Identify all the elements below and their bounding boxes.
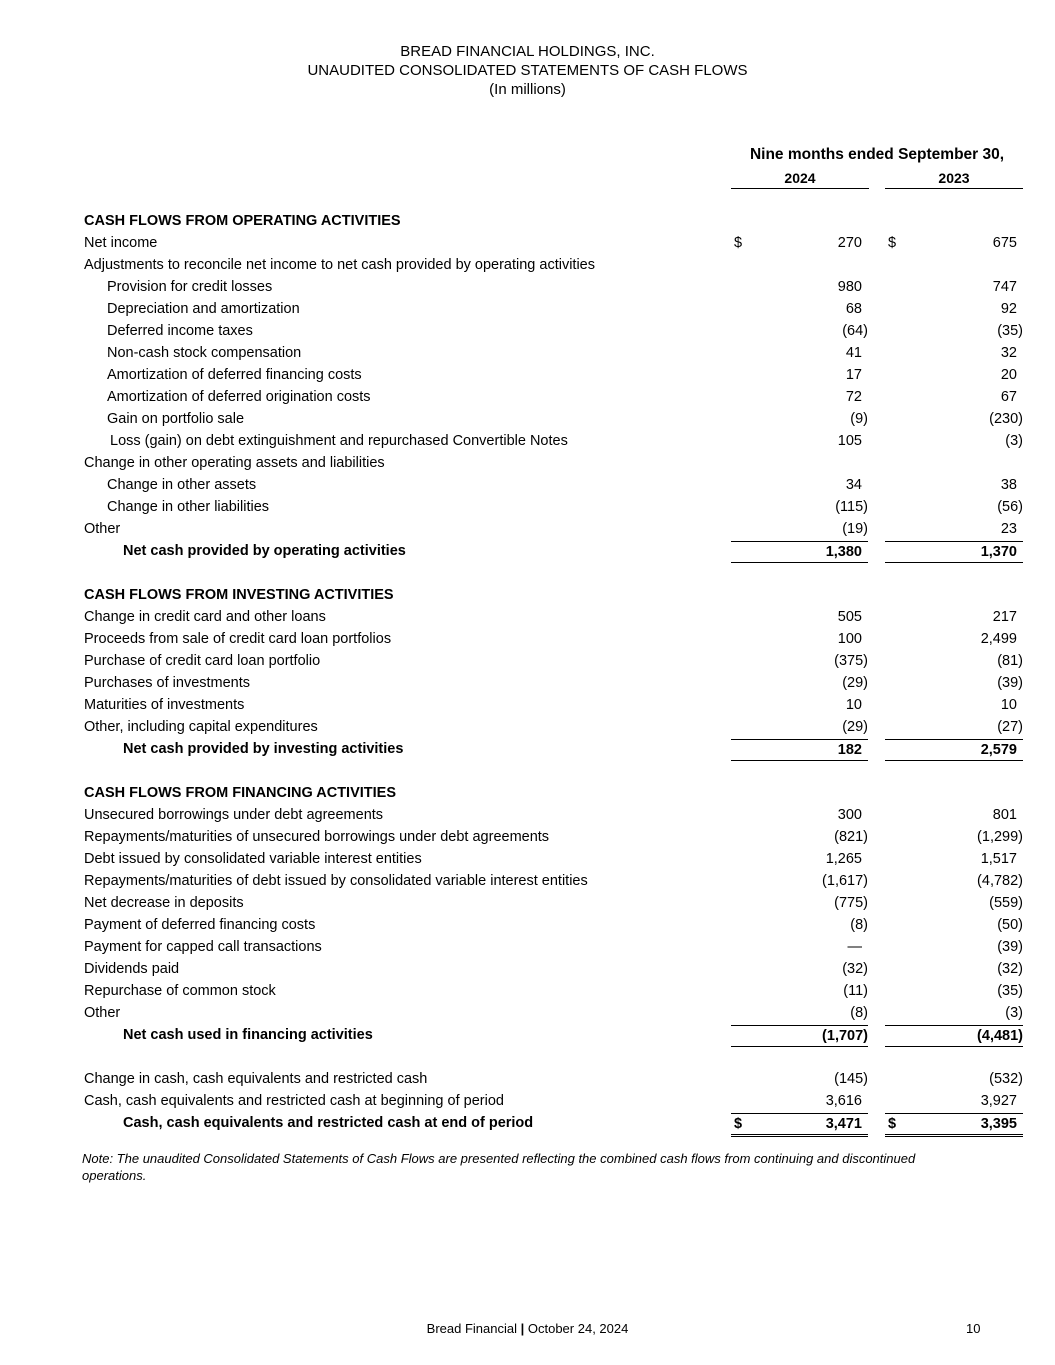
cell-value: 182 xyxy=(837,742,862,758)
year-2023-header: 2023 xyxy=(885,170,1023,189)
value-cell-2023 xyxy=(885,915,1023,935)
row-label: Change in other liabilities xyxy=(107,499,270,515)
value-cell-2023 xyxy=(885,343,1023,363)
value-cell-2023 xyxy=(885,1091,1023,1111)
value-cell-2023 xyxy=(885,233,1023,253)
table-row xyxy=(0,629,1055,651)
value-cell-2024 xyxy=(731,1091,868,1111)
cell-value: 270 xyxy=(837,235,862,251)
dollar-sign: $ xyxy=(734,235,743,251)
cell-value: 1,517 xyxy=(980,851,1017,867)
value-cell-2023 xyxy=(885,1025,1023,1047)
cell-value: 1,380 xyxy=(825,544,862,560)
table-row xyxy=(0,739,1055,761)
table-row xyxy=(0,783,1055,805)
cell-value: (3) xyxy=(1005,433,1023,449)
value-cell-2023 xyxy=(885,651,1023,671)
cell-value: 68 xyxy=(845,301,862,317)
page-number: 10 xyxy=(966,1321,981,1336)
value-cell-2023 xyxy=(885,365,1023,385)
value-cell-2023 xyxy=(885,739,1023,761)
table-row xyxy=(0,497,1055,519)
row-label: CASH FLOWS FROM INVESTING ACTIVITIES xyxy=(84,587,394,603)
cell-value: (115) xyxy=(835,499,868,515)
cell-value: (81) xyxy=(997,653,1023,669)
value-cell-2024 xyxy=(731,871,868,891)
value-cell-2024 xyxy=(731,695,868,715)
table-row xyxy=(0,409,1055,431)
company-name: BREAD FINANCIAL HOLDINGS, INC. xyxy=(400,43,655,60)
row-label: Loss (gain) on debt extinguishment and repurchased Convertible Notes xyxy=(110,433,568,449)
cell-value: (27) xyxy=(997,719,1023,735)
cell-value: 34 xyxy=(845,477,862,493)
cell-value: (8) xyxy=(850,1005,868,1021)
value-cell-2024 xyxy=(731,1113,868,1137)
row-label: Amortization of deferred financing costs xyxy=(107,367,362,383)
value-cell-2023 xyxy=(885,607,1023,627)
table-row xyxy=(0,959,1055,981)
table-row xyxy=(0,475,1055,497)
row-label: Cash, cash equivalents and restricted cash at beginning of period xyxy=(84,1093,504,1109)
row-label: Net cash provided by operating activities xyxy=(123,543,406,559)
row-label: Repurchase of common stock xyxy=(84,983,276,999)
table-row xyxy=(0,585,1055,607)
cell-value: 20 xyxy=(1000,367,1017,383)
cell-value: 3,616 xyxy=(825,1093,862,1109)
value-cell-2024 xyxy=(731,321,868,341)
dollar-sign: $ xyxy=(888,1116,897,1132)
value-cell-2023 xyxy=(885,541,1023,563)
cell-value: 10 xyxy=(845,697,862,713)
table-row xyxy=(0,849,1055,871)
row-label: Gain on portfolio sale xyxy=(107,411,245,427)
statement-title: UNAUDITED CONSOLIDATED STATEMENTS OF CASH FLOWS xyxy=(307,62,748,79)
table-row xyxy=(0,915,1055,937)
cell-value: (39) xyxy=(997,675,1023,691)
table-row xyxy=(0,717,1055,739)
row-label: Net income xyxy=(84,235,158,251)
table-row xyxy=(0,255,1055,277)
cell-value: (4,782) xyxy=(977,873,1023,889)
cell-value: (29) xyxy=(842,719,868,735)
row-label: Change in cash, cash equivalents and restricted cash xyxy=(84,1071,428,1087)
value-cell-2024 xyxy=(731,233,868,253)
value-cell-2024 xyxy=(731,805,868,825)
row-label: Debt issued by consolidated variable interest entities xyxy=(84,851,422,867)
row-label: Non-cash stock compensation xyxy=(107,345,302,361)
table-row xyxy=(0,453,1055,475)
cell-value: 980 xyxy=(837,279,862,295)
value-cell-2024 xyxy=(731,915,868,935)
value-cell-2023 xyxy=(885,277,1023,297)
value-cell-2023 xyxy=(885,959,1023,979)
table-row xyxy=(0,673,1055,695)
table-row xyxy=(0,519,1055,541)
dollar-sign: $ xyxy=(734,1116,743,1132)
cell-value: 17 xyxy=(845,367,862,383)
cell-value: 217 xyxy=(992,609,1017,625)
table-row xyxy=(0,1069,1055,1091)
value-cell-2024 xyxy=(731,1025,868,1047)
value-cell-2024 xyxy=(731,365,868,385)
cell-value: 300 xyxy=(837,807,862,823)
value-cell-2024 xyxy=(731,717,868,737)
value-cell-2023 xyxy=(885,805,1023,825)
footer-date: October 24, 2024 xyxy=(527,1321,629,1336)
value-cell-2023 xyxy=(885,717,1023,737)
table-row xyxy=(0,233,1055,255)
row-label: Purchase of credit card loan portfolio xyxy=(84,653,321,669)
cell-value: (4,481) xyxy=(977,1028,1023,1044)
cell-value: (35) xyxy=(997,323,1023,339)
value-cell-2024 xyxy=(731,673,868,693)
cell-value: (32) xyxy=(997,961,1023,977)
document-header xyxy=(0,42,1055,99)
footnote: Note: The unaudited Consolidated Statements of Cash Flows are presented reflecting the combined cash flows from continuing and discontinued operations. xyxy=(82,1151,916,1183)
cell-value: 92 xyxy=(1000,301,1017,317)
table-row xyxy=(0,871,1055,893)
table-row xyxy=(0,541,1055,563)
row-label: Other xyxy=(84,521,121,537)
value-cell-2023 xyxy=(885,849,1023,869)
row-label: Unsecured borrowings under debt agreements xyxy=(84,807,384,823)
value-cell-2023 xyxy=(885,409,1023,429)
value-cell-2024 xyxy=(731,343,868,363)
table-row xyxy=(0,805,1055,827)
row-label: Amortization of deferred origination costs xyxy=(107,389,371,405)
value-cell-2024 xyxy=(731,277,868,297)
row-label: Depreciation and amortization xyxy=(107,301,300,317)
row-label: Deferred income taxes xyxy=(107,323,253,339)
row-label: Purchases of investments xyxy=(84,675,251,691)
cell-value: (775) xyxy=(834,895,868,911)
cell-value: 3,471 xyxy=(825,1116,862,1132)
value-cell-2024 xyxy=(731,607,868,627)
value-cell-2023 xyxy=(885,827,1023,847)
row-label: Other xyxy=(84,1005,121,1021)
value-cell-2024 xyxy=(731,541,868,563)
cell-value: 1,370 xyxy=(980,544,1017,560)
value-cell-2023 xyxy=(885,519,1023,539)
row-label: Net cash used in financing activities xyxy=(123,1027,373,1043)
table-row xyxy=(0,695,1055,717)
table-row xyxy=(0,1113,1055,1135)
cell-value: (50) xyxy=(997,917,1023,933)
value-cell-2024 xyxy=(731,409,868,429)
row-label: Adjustments to reconcile net income to net cash provided by operating activities xyxy=(84,257,595,273)
table-row xyxy=(0,1003,1055,1025)
table-row xyxy=(0,1025,1055,1047)
value-cell-2023 xyxy=(885,673,1023,693)
value-cell-2023 xyxy=(885,629,1023,649)
table-row xyxy=(0,321,1055,343)
cell-value: 3,927 xyxy=(980,1093,1017,1109)
row-label: Payment of deferred financing costs xyxy=(84,917,316,933)
cell-value: (56) xyxy=(997,499,1023,515)
cell-value: (375) xyxy=(834,653,868,669)
value-cell-2023 xyxy=(885,497,1023,517)
table-row xyxy=(0,299,1055,321)
row-label: Net decrease in deposits xyxy=(84,895,244,911)
page-footer xyxy=(0,1321,1055,1336)
row-label: Provision for credit losses xyxy=(107,279,273,295)
cell-value: 23 xyxy=(1000,521,1017,537)
value-cell-2024 xyxy=(731,1069,868,1089)
cell-value: (39) xyxy=(997,939,1023,955)
cell-value: 747 xyxy=(992,279,1017,295)
value-cell-2024 xyxy=(731,387,868,407)
row-label: Repayments/maturities of unsecured borrowings under debt agreements xyxy=(84,829,550,845)
table-row xyxy=(0,1091,1055,1113)
row-label: Proceeds from sale of credit card loan portfolios xyxy=(84,631,392,647)
cell-value: 1,265 xyxy=(825,851,862,867)
cell-value: (3) xyxy=(1005,1005,1023,1021)
value-cell-2023 xyxy=(885,871,1023,891)
cell-value: (29) xyxy=(842,675,868,691)
row-label: Other, including capital expenditures xyxy=(84,719,318,735)
value-cell-2024 xyxy=(731,893,868,913)
table-row xyxy=(0,607,1055,629)
row-label: Cash, cash equivalents and restricted cash at end of period xyxy=(123,1115,534,1131)
cell-value: 2,499 xyxy=(980,631,1017,647)
value-cell-2023 xyxy=(885,431,1023,451)
dollar-sign: $ xyxy=(888,235,897,251)
value-cell-2023 xyxy=(885,475,1023,495)
cell-value: (1,707) xyxy=(822,1028,868,1044)
value-cell-2024 xyxy=(731,937,868,957)
table-row xyxy=(0,277,1055,299)
cell-value: 505 xyxy=(837,609,862,625)
cell-value: 2,579 xyxy=(980,742,1017,758)
cell-value: 10 xyxy=(1000,697,1017,713)
footer-company: Bread Financial xyxy=(426,1321,517,1336)
table-row xyxy=(0,937,1055,959)
value-cell-2023 xyxy=(885,981,1023,1001)
value-cell-2023 xyxy=(885,299,1023,319)
row-label: Maturities of investments xyxy=(84,697,245,713)
row-label: Change in other operating assets and liabilities xyxy=(84,455,385,471)
value-cell-2023 xyxy=(885,893,1023,913)
row-label: Change in other assets xyxy=(107,477,257,493)
value-cell-2024 xyxy=(731,431,868,451)
cell-value: 32 xyxy=(1000,345,1017,361)
cell-value: 3,395 xyxy=(980,1116,1017,1132)
value-cell-2024 xyxy=(731,981,868,1001)
table-row xyxy=(0,981,1055,1003)
table-row xyxy=(0,211,1055,233)
cell-value: — xyxy=(847,939,862,955)
value-cell-2023 xyxy=(885,387,1023,407)
cell-value: (64) xyxy=(842,323,868,339)
cell-value: (19) xyxy=(842,521,868,537)
cell-value: (821) xyxy=(834,829,868,845)
value-cell-2024 xyxy=(731,739,868,761)
units-note: (In millions) xyxy=(489,81,566,98)
cell-value: (11) xyxy=(843,983,868,999)
table-row xyxy=(0,827,1055,849)
value-cell-2024 xyxy=(731,651,868,671)
value-cell-2024 xyxy=(731,475,868,495)
value-cell-2024 xyxy=(731,629,868,649)
cell-value: 72 xyxy=(845,389,862,405)
value-cell-2024 xyxy=(731,1003,868,1023)
cell-value: (9) xyxy=(850,411,868,427)
row-label: Net cash provided by investing activities xyxy=(123,741,404,757)
cell-value: 675 xyxy=(992,235,1017,251)
table-row xyxy=(0,651,1055,673)
cell-value: (1,299) xyxy=(977,829,1023,845)
value-cell-2024 xyxy=(731,849,868,869)
table-row xyxy=(0,343,1055,365)
footer-separator: | xyxy=(520,1321,525,1336)
cell-value: 801 xyxy=(992,807,1017,823)
value-cell-2023 xyxy=(885,1069,1023,1089)
period-header: Nine months ended September 30, xyxy=(749,146,1005,163)
cell-value: (8) xyxy=(850,917,868,933)
cell-value: 38 xyxy=(1000,477,1017,493)
year-2024-header: 2024 xyxy=(731,170,869,189)
cell-value: (35) xyxy=(997,983,1023,999)
row-label: Payment for capped call transactions xyxy=(84,939,322,955)
cell-value: (532) xyxy=(989,1071,1023,1087)
row-label: Dividends paid xyxy=(84,961,180,977)
cell-value: (1,617) xyxy=(822,873,868,889)
value-cell-2024 xyxy=(731,497,868,517)
value-cell-2024 xyxy=(731,299,868,319)
value-cell-2023 xyxy=(885,695,1023,715)
row-label: CASH FLOWS FROM OPERATING ACTIVITIES xyxy=(84,213,401,229)
value-cell-2023 xyxy=(885,1003,1023,1023)
value-cell-2024 xyxy=(731,827,868,847)
value-cell-2024 xyxy=(731,959,868,979)
value-cell-2023 xyxy=(885,321,1023,341)
cell-value: 41 xyxy=(845,345,862,361)
value-cell-2023 xyxy=(885,937,1023,957)
cell-value: (559) xyxy=(989,895,1023,911)
row-label: CASH FLOWS FROM FINANCING ACTIVITIES xyxy=(84,785,397,801)
cell-value: (145) xyxy=(834,1071,868,1087)
cell-value: 100 xyxy=(837,631,862,647)
cell-value: (32) xyxy=(842,961,868,977)
row-label: Change in credit card and other loans xyxy=(84,609,326,625)
table-row xyxy=(0,387,1055,409)
table-row xyxy=(0,893,1055,915)
value-cell-2023 xyxy=(885,1113,1023,1137)
row-label: Repayments/maturities of debt issued by consolidated variable interest entities xyxy=(84,873,588,889)
cell-value: (230) xyxy=(989,411,1023,427)
cell-value: 105 xyxy=(837,433,862,449)
value-cell-2024 xyxy=(731,519,868,539)
table-row xyxy=(0,431,1055,453)
cell-value: 67 xyxy=(1000,389,1017,405)
table-row xyxy=(0,365,1055,387)
